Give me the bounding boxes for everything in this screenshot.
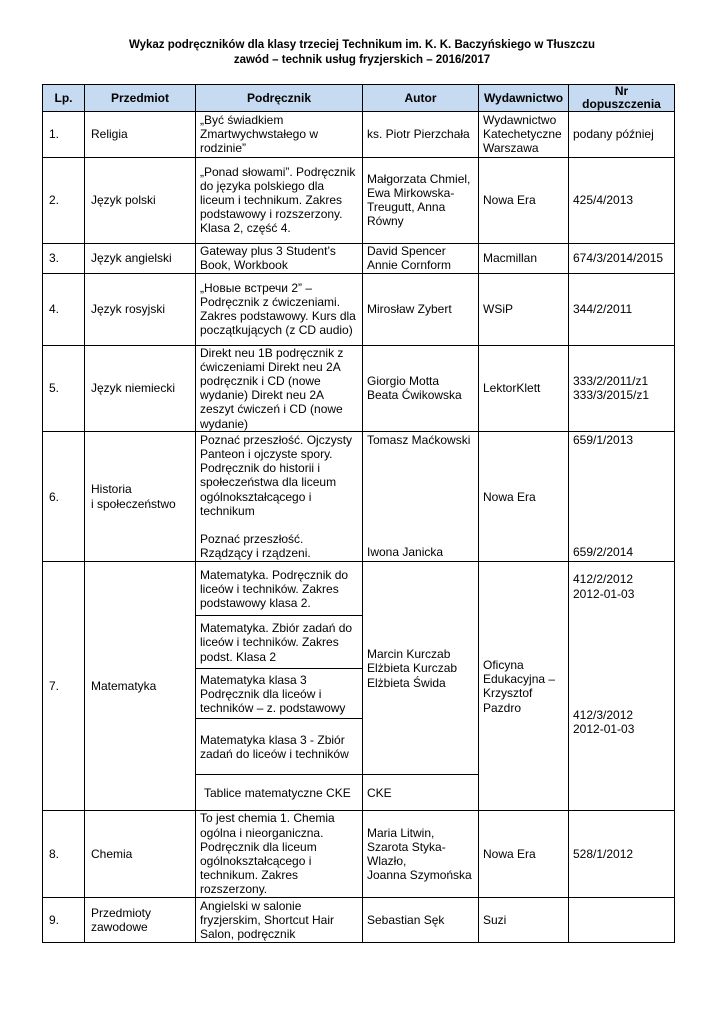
cell-nr <box>569 897 675 943</box>
cell-nr: podany później <box>569 112 675 158</box>
cell-podrecznik: Matematyka klasa 3 - Zbiór zadań do liceów i techników <box>196 719 363 775</box>
cell-przedmiot: Religia <box>85 112 196 158</box>
cell-lp: 4. <box>43 273 85 345</box>
header-autor: Autor <box>363 85 479 112</box>
cell-przedmiot: Język niemiecki <box>85 345 196 431</box>
cell-podrecznik: Angielski w salonie fryzjerskim, Shortcut Hair Salon, podręcznik <box>196 897 363 943</box>
table-row <box>43 273 675 345</box>
nr-line: 2012-01-03 <box>573 586 635 601</box>
autor-line: David Spencer <box>367 243 446 258</box>
title-line-2: zawód – technik usług fryzjerskich – 2016/2017 <box>233 54 491 66</box>
cell-nr: 344/2/2011 <box>569 273 675 345</box>
header-podrecznik: Podręcznik <box>196 85 363 112</box>
cell-przedmiot: Język polski <box>85 157 196 243</box>
table-row <box>43 157 675 243</box>
cell-autor: Małgorzata Chmiel, Ewa Mirkowska-Treugutt, Anna Równy <box>363 157 479 243</box>
header-wydawnictwo: Wydawnictwo <box>479 85 569 112</box>
nr-line: 333/2/2011/z1 <box>573 374 649 389</box>
autor-line: Beata Ćwikowska <box>367 388 462 403</box>
cell-autor: CKE <box>363 775 479 811</box>
autor-line: Marcin Kurczab <box>367 647 451 662</box>
autor-line: Szarota Styka-Wlazło, <box>367 839 446 869</box>
cell-lp: 9. <box>43 897 85 943</box>
autor-line: Elżbieta Świda <box>367 675 446 690</box>
cell-przedmiot: Język rosyjski <box>85 273 196 345</box>
table-row <box>43 562 675 616</box>
cell-wydawnictwo: Nowa Era <box>479 157 569 243</box>
autor-line: Elżbieta Kurczab <box>367 661 458 676</box>
autor-line: Maria Litwin, <box>367 825 435 840</box>
table-row <box>43 431 675 562</box>
table-row <box>43 112 675 158</box>
podrecznik-b: Poznać przeszłość. Rządzący i rządzeni. <box>200 532 311 561</box>
header-nr-line2: dopuszczenia <box>582 97 661 111</box>
document-title <box>0 38 724 68</box>
table-row <box>43 897 675 943</box>
cell-wydawnictwo: Nowa Era <box>479 811 569 897</box>
cell-podrecznik: „Ponad słowami”. Podręcznik do języka polskiego dla liceum i technikum. Zakres podstawowy i rozszerzony. Klasa 2, część 4. <box>196 157 363 243</box>
cell-wydawnictwo: Macmillan <box>479 243 569 273</box>
cell-podrecznik: Matematyka. Podręcznik do liceów i techników. Zakres podstawowy klasa 2. <box>196 562 363 616</box>
cell-podrecznik: „Być świadkiem Zmartwychwstałego w rodzinie” <box>196 112 363 158</box>
cell-autor <box>363 811 479 897</box>
table-row <box>43 811 675 897</box>
cell-lp: 1. <box>43 112 85 158</box>
cell-podrecznik: To jest chemia 1. Chemia ogólna i nieorganiczna. Podręcznik dla liceum ogólnokształcącego i technikum. Zakres rozszerzony. <box>196 811 363 897</box>
cell-nr <box>569 345 675 431</box>
cell-podrecznik: Gateway plus 3 Student’s Book, Workbook <box>196 243 363 273</box>
autor-line: Annie Cornform <box>367 258 452 273</box>
autor-a: Tomasz Maćkowski <box>367 432 471 447</box>
cell-autor <box>363 345 479 431</box>
cell-przedmiot: Chemia <box>85 811 196 897</box>
cell-nr: 528/1/2012 <box>569 811 675 897</box>
table-row <box>43 345 675 431</box>
header-nr <box>569 85 675 112</box>
cell-lp: 5. <box>43 345 85 431</box>
textbook-table <box>42 84 675 943</box>
header-przedmiot: Przedmiot <box>85 85 196 112</box>
przedmiot-line: Historia <box>91 482 132 497</box>
cell-podrecznik: Matematyka klasa 3 Podręcznik dla liceów i techników – z. podstawowy <box>196 669 363 719</box>
cell-wydawnictwo: WSiP <box>479 273 569 345</box>
cell-lp: 6. <box>43 431 85 562</box>
cell-autor: ks. Piotr Pierzchała <box>363 112 479 158</box>
header-lp: Lp. <box>43 85 85 112</box>
cell-podrecznik: Direkt neu 1B podręcznik z ćwiczeniami Direkt neu 2A podręcznik i CD (nowe wydanie) Direkt neu 2A zeszyt ćwiczeń i CD (nowe wydanie) <box>196 345 363 431</box>
cell-wydawnictwo: Oficyna Edukacyjna – Krzysztof Pazdro <box>479 562 569 811</box>
cell-autor <box>363 243 479 273</box>
cell-przedmiot: Przedmioty zawodowe <box>85 897 196 943</box>
cell-nr: 425/4/2013 <box>569 157 675 243</box>
header-row <box>43 85 675 112</box>
cell-podrecznik: „Новые встречи 2” – Podręcznik z ćwiczeniami. Zakres podstawowy. Kurs dla początkujących (z CD audio) <box>196 273 363 345</box>
cell-podrecznik: Tablice matematyczne CKE <box>196 775 363 811</box>
nr-b: 659/2/2014 <box>573 545 634 560</box>
cell-lp: 8. <box>43 811 85 897</box>
cell-przedmiot <box>85 431 196 562</box>
cell-lp: 7. <box>43 562 85 811</box>
autor-b: Iwona Janicka <box>367 545 444 560</box>
cell-autor <box>363 562 479 775</box>
przedmiot-line: i społeczeństwo <box>91 496 176 511</box>
autor-line: Joanna Szymońska <box>367 868 472 883</box>
cell-nr <box>569 562 675 811</box>
cell-wydawnictwo: Nowa Era <box>479 431 569 562</box>
nr-line: 2012-01-03 <box>573 722 635 737</box>
cell-wydawnictwo: LektorKlett <box>479 345 569 431</box>
cell-lp: 3. <box>43 243 85 273</box>
cell-podrecznik: Matematyka. Zbiór zadań do liceów i techników. Zakres podst. Klasa 2 <box>196 616 363 669</box>
cell-przedmiot: Język angielski <box>85 243 196 273</box>
nr-line: 412/3/2012 <box>573 707 634 722</box>
podrecznik-a: Poznać przeszłość. Ojczysty Panteon i ojczyste spory. Podręcznik do historii i społeczeństwa dla liceum ogólnokształcącego i technikum <box>200 432 353 518</box>
cell-autor: Sebastian Sęk <box>363 897 479 943</box>
header-nr-line1: Nr <box>614 84 629 98</box>
cell-wydawnictwo: Suzi <box>479 897 569 943</box>
nr-line: 333/3/2015/z1 <box>573 388 650 403</box>
cell-przedmiot: Matematyka <box>85 562 196 811</box>
cell-podrecznik <box>196 431 363 562</box>
cell-nr <box>569 431 675 562</box>
cell-wydawnictwo: Wydawnictwo Katechetyczne Warszawa <box>479 112 569 158</box>
nr-line: 412/2/2012 <box>573 572 634 587</box>
cell-autor: Mirosław Zybert <box>363 273 479 345</box>
title-line-1: Wykaz podręczników dla klasy trzeciej Technikum im. K. K. Baczyńskiego w Tłuszczu <box>128 39 596 51</box>
table-row <box>43 243 675 273</box>
cell-lp: 2. <box>43 157 85 243</box>
autor-line: Giorgio Motta <box>367 374 440 389</box>
cell-nr: 674/3/2014/2015 <box>569 243 675 273</box>
cell-autor <box>363 431 479 562</box>
nr-a: 659/1/2013 <box>573 432 634 447</box>
